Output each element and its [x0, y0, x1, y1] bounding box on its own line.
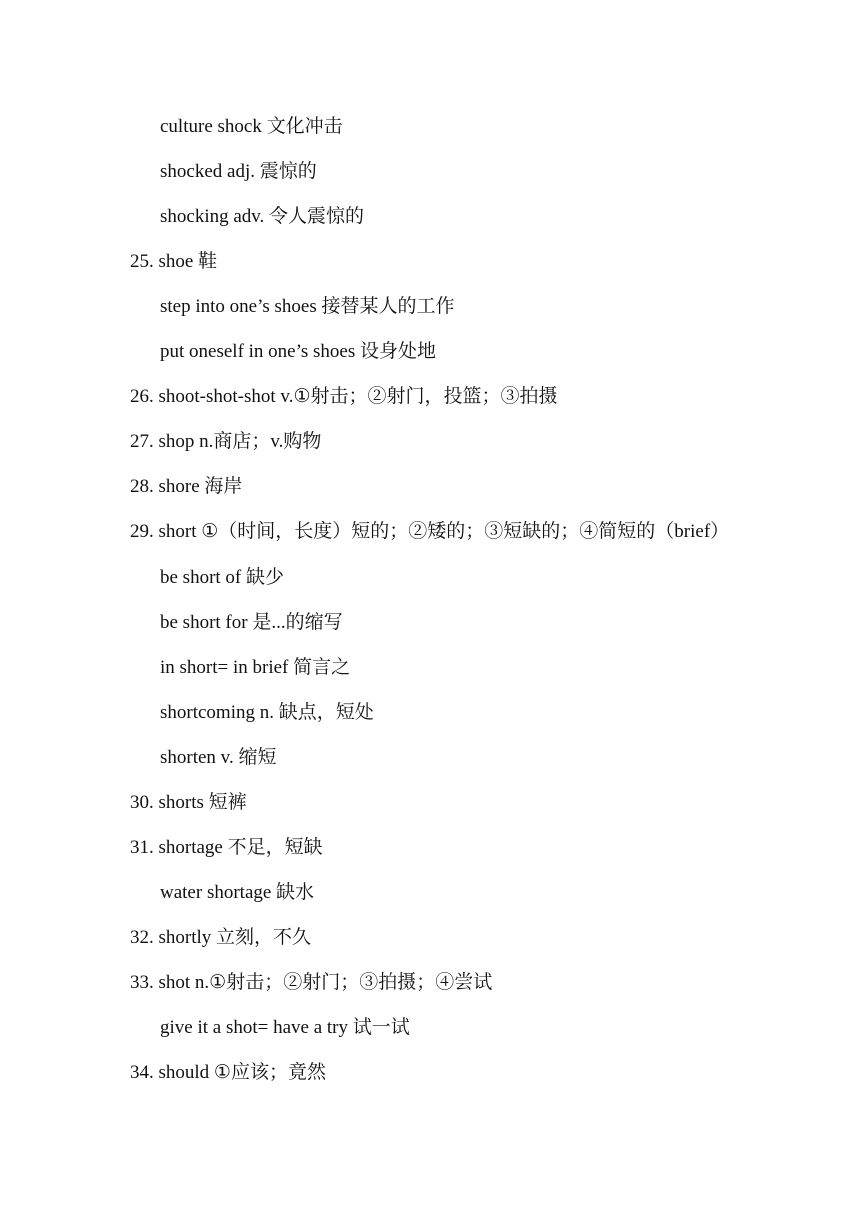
entry-line: 33. shot n.①射击；②射门；③拍摄；④尝试: [130, 972, 493, 993]
entry-line: step into one’s shoes 接替某人的工作: [160, 296, 455, 317]
entry-line: be short for 是...的缩写: [160, 612, 343, 633]
entry-line: shortcoming n. 缺点，短处: [160, 702, 374, 723]
entry-line: 29. short ①（时间，长度）短的；②矮的；③短缺的；④简短的（brief）: [130, 521, 730, 542]
entry-line: give it a shot= have a try 试一试: [160, 1017, 410, 1038]
entry-line: shocked adj. 震惊的: [160, 161, 317, 182]
entry-line: 32. shortly 立刻，不久: [130, 927, 312, 948]
entry-line: 30. shorts 短裤: [130, 792, 247, 813]
entry-line: shocking adv. 令人震惊的: [160, 206, 365, 227]
entry-line: put oneself in one’s shoes 设身处地: [160, 341, 437, 362]
entry-line: shorten v. 缩短: [160, 747, 277, 768]
entry-line: 27. shop n.商店；v.购物: [130, 431, 322, 452]
entry-line: 34. should ①应该；竟然: [130, 1062, 326, 1083]
entry-line: 25. shoe 鞋: [130, 251, 218, 272]
entry-line: 28. shore 海岸: [130, 476, 243, 497]
entry-line: 31. shortage 不足，短缺: [130, 837, 323, 858]
entry-line: water shortage 缺水: [160, 882, 315, 903]
entry-line: in short= in brief 简言之: [160, 657, 351, 678]
entry-line: culture shock 文化冲击: [160, 116, 343, 137]
entry-line: 26. shoot-shot-shot v.①射击；②射门，投篮；③拍摄: [130, 386, 558, 407]
entry-line: be short of 缺少: [160, 567, 285, 588]
